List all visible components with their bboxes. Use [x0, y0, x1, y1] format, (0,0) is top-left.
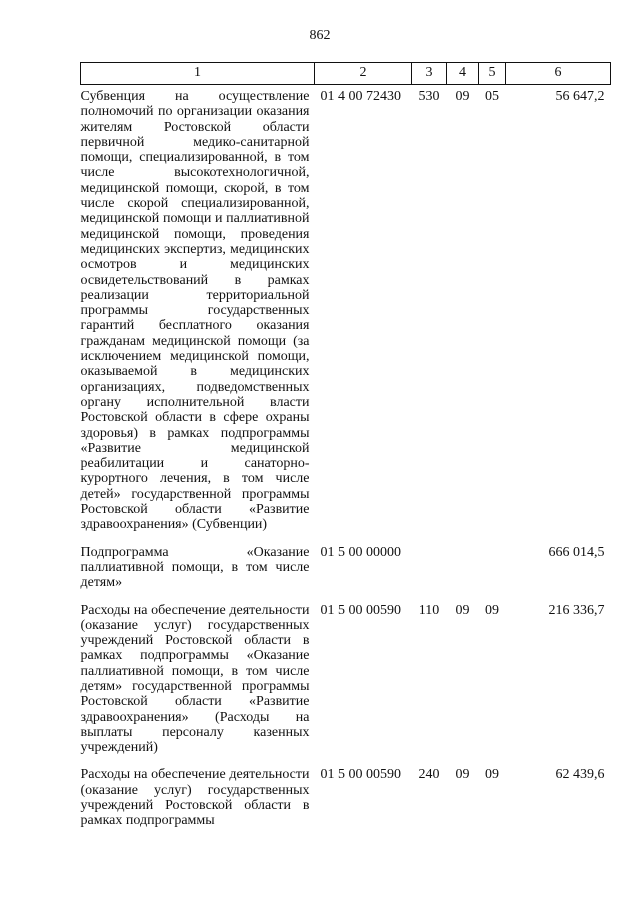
row-code: 01 5 00 00590	[320, 602, 401, 618]
row-pr: 05	[485, 89, 499, 104]
header-row	[81, 63, 611, 85]
row-amount: 56 647,2	[555, 89, 605, 104]
table-row	[81, 541, 611, 591]
row-pr: 09	[485, 767, 499, 783]
row-pr: 09	[485, 602, 499, 618]
row-name: Субвенция на осуществление полномочий по организации оказания жителям Ростовской области первичной медико-санитарной помощи, специализированной, в том числе высокотехнологичной, медицинской помощи, скорой, в том числе скорой специализированной, медицинской помощи и паллиативной медицинской помощи, проведения медицинских экспертиз, медицинских осмотров и медицинских освидетельствований в рамках реализации территориальной программы государственных гарантий бесплатного оказания гражданам медицинской помощи (за исключением медицинской помощи, оказываемой в медицинских организациях, подведомственных органу исполнительной власти Ростовской области в сфере охраны здоровья) в рамках подпрограммы «Развитие медицинской реабилитации и санаторно-курортного лечения, в том числе детей» государственной программы Ростовской области «Развитие здравоохранения» (Субвенции)	[80, 89, 310, 533]
header-col-2: 2	[315, 63, 412, 85]
row-rz	[447, 541, 479, 591]
row-amount: 666 014,5	[548, 544, 605, 560]
table-row	[81, 763, 611, 828]
page-number: 862	[309, 28, 331, 43]
row-name: Расходы на обеспечение деятельности (оказание услуг) государственных учреждений Ростовской области в рамках подпрограммы «Оказание паллиативной помощи, в том числе детям» государственной программы Ростовской области «Развитие здравоохранения» (Расходы на выплаты персоналу казенных учреждений)	[80, 602, 310, 756]
header-col-6: 6	[506, 63, 611, 85]
header-col-4: 4	[447, 63, 479, 85]
row-rz: 09	[455, 767, 470, 783]
row-code: 01 4 00 72430	[320, 89, 401, 104]
header-col-5: 5	[479, 63, 506, 85]
row-name: Расходы на обеспечение деятельности (оказание услуг) государственных учреждений Ростовской области в рамках подпрограммы	[80, 767, 310, 829]
row-amount: 216 336,7	[548, 602, 605, 618]
header-col-3: 3	[412, 63, 447, 85]
row-name: Подпрограмма «Оказание паллиативной помощи, в том числе детям»	[80, 544, 310, 591]
header-col-1: 1	[81, 63, 315, 85]
row-vr: 240	[418, 767, 440, 783]
table-row	[81, 599, 611, 756]
row-vr: 110	[418, 602, 440, 618]
row-code: 01 5 00 00590	[320, 767, 401, 783]
row-code: 01 5 00 00000	[320, 544, 401, 560]
table-row	[81, 85, 611, 533]
row-rz: 09	[455, 89, 470, 104]
row-pr	[479, 541, 506, 591]
budget-table	[80, 62, 611, 829]
row-amount: 62 439,6	[555, 767, 605, 783]
row-vr	[412, 541, 447, 591]
row-vr: 530	[418, 89, 440, 104]
row-rz: 09	[455, 602, 470, 618]
